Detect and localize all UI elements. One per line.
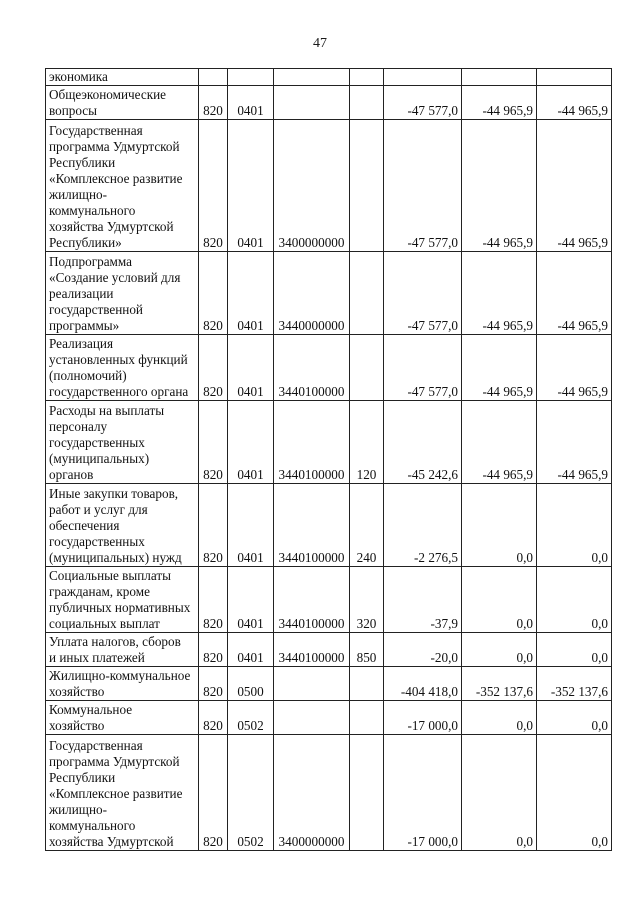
target-code xyxy=(274,86,350,120)
expense-type-code xyxy=(350,69,384,86)
expense-type-code: 850 xyxy=(350,633,384,667)
amount-3: -352 137,6 xyxy=(537,667,612,701)
target-code: 3440100000 xyxy=(274,335,350,401)
ved-code: 820 xyxy=(199,484,228,567)
amount-1: -404 418,0 xyxy=(384,667,462,701)
row-name: Общеэкономические вопросы xyxy=(46,86,199,120)
amount-2: -44 965,9 xyxy=(462,252,537,335)
ved-code: 820 xyxy=(199,335,228,401)
section-code: 0401 xyxy=(228,401,274,484)
ved-code: 820 xyxy=(199,633,228,667)
table-row xyxy=(46,86,612,120)
section-code: 0401 xyxy=(228,633,274,667)
table-row xyxy=(46,401,612,484)
expense-type-code xyxy=(350,335,384,401)
table-row xyxy=(46,120,612,252)
amount-1: -45 242,6 xyxy=(384,401,462,484)
target-code: 3440100000 xyxy=(274,484,350,567)
section-code: 0502 xyxy=(228,701,274,735)
ved-code xyxy=(199,69,228,86)
table-row xyxy=(46,335,612,401)
row-name: экономика xyxy=(46,69,199,86)
amount-2: -44 965,9 xyxy=(462,120,537,252)
row-name: Уплата налогов, сборов и иных платежей xyxy=(46,633,199,667)
ved-code: 820 xyxy=(199,667,228,701)
table-row xyxy=(46,252,612,335)
section-code: 0401 xyxy=(228,252,274,335)
amount-3: -44 965,9 xyxy=(537,120,612,252)
table-row xyxy=(46,735,612,851)
ved-code: 820 xyxy=(199,120,228,252)
ved-code: 820 xyxy=(199,567,228,633)
amount-2: -44 965,9 xyxy=(462,401,537,484)
ved-code: 820 xyxy=(199,401,228,484)
row-name: Расходы на выплаты персоналу государственных (муниципальных) органов xyxy=(46,401,199,484)
target-code xyxy=(274,701,350,735)
section-code: 0401 xyxy=(228,335,274,401)
amount-2: 0,0 xyxy=(462,567,537,633)
amount-1: -47 577,0 xyxy=(384,120,462,252)
target-code xyxy=(274,69,350,86)
table-row xyxy=(46,567,612,633)
section-code: 0401 xyxy=(228,120,274,252)
ved-code: 820 xyxy=(199,252,228,335)
amount-3: -44 965,9 xyxy=(537,401,612,484)
amount-3: 0,0 xyxy=(537,701,612,735)
target-code: 3440100000 xyxy=(274,567,350,633)
amount-1: -17 000,0 xyxy=(384,735,462,851)
amount-3: 0,0 xyxy=(537,633,612,667)
row-name: Подпрограмма «Создание условий для реализации государственной программы» xyxy=(46,252,199,335)
amount-2: 0,0 xyxy=(462,484,537,567)
amount-1: -47 577,0 xyxy=(384,335,462,401)
amount-3 xyxy=(537,69,612,86)
target-code: 3440100000 xyxy=(274,633,350,667)
amount-3: -44 965,9 xyxy=(537,252,612,335)
amount-2: 0,0 xyxy=(462,633,537,667)
row-name: Жилищно-коммунальное хозяйство xyxy=(46,667,199,701)
amount-1: -17 000,0 xyxy=(384,701,462,735)
target-code: 3400000000 xyxy=(274,735,350,851)
budget-table xyxy=(45,68,612,851)
section-code xyxy=(228,69,274,86)
amount-2: 0,0 xyxy=(462,701,537,735)
page-number: 47 xyxy=(313,36,327,51)
amount-1: -2 276,5 xyxy=(384,484,462,567)
amount-1: -37,9 xyxy=(384,567,462,633)
amount-2: -44 965,9 xyxy=(462,335,537,401)
expense-type-code xyxy=(350,86,384,120)
table-row xyxy=(46,701,612,735)
section-code: 0502 xyxy=(228,735,274,851)
row-name: Реализация установленных функций (полномочий) государственного органа xyxy=(46,335,199,401)
expense-type-code: 120 xyxy=(350,401,384,484)
expense-type-code: 320 xyxy=(350,567,384,633)
expense-type-code xyxy=(350,120,384,252)
amount-3: 0,0 xyxy=(537,484,612,567)
ved-code: 820 xyxy=(199,701,228,735)
amount-1: -47 577,0 xyxy=(384,86,462,120)
section-code: 0401 xyxy=(228,567,274,633)
expense-type-code: 240 xyxy=(350,484,384,567)
expense-type-code xyxy=(350,735,384,851)
target-code: 3440100000 xyxy=(274,401,350,484)
section-code: 0401 xyxy=(228,86,274,120)
amount-2: 0,0 xyxy=(462,735,537,851)
table-row xyxy=(46,667,612,701)
section-code: 0401 xyxy=(228,484,274,567)
expense-type-code xyxy=(350,252,384,335)
target-code xyxy=(274,667,350,701)
amount-3: 0,0 xyxy=(537,735,612,851)
table-row xyxy=(46,633,612,667)
row-name: Государственная программа Удмуртской Республики «Комплексное развитие жилищно- коммунального хозяйства Удмуртской Республики» xyxy=(46,120,199,252)
amount-1: -20,0 xyxy=(384,633,462,667)
amount-3: 0,0 xyxy=(537,567,612,633)
ved-code: 820 xyxy=(199,86,228,120)
target-code: 3400000000 xyxy=(274,120,350,252)
amount-1: -47 577,0 xyxy=(384,252,462,335)
row-name: Социальные выплаты гражданам, кроме публичных нормативных социальных выплат xyxy=(46,567,199,633)
section-code: 0500 xyxy=(228,667,274,701)
row-name: Иные закупки товаров, работ и услуг для обеспечения государственных (муниципальных) нужд xyxy=(46,484,199,567)
ved-code: 820 xyxy=(199,735,228,851)
table-row xyxy=(46,69,612,86)
amount-2: -44 965,9 xyxy=(462,86,537,120)
table-row xyxy=(46,484,612,567)
row-name: Государственная программа Удмуртской Республики «Комплексное развитие жилищно- коммунального хозяйства Удмуртской xyxy=(46,735,199,851)
row-name: Коммунальное хозяйство xyxy=(46,701,199,735)
amount-3: -44 965,9 xyxy=(537,335,612,401)
amount-2 xyxy=(462,69,537,86)
expense-type-code xyxy=(350,667,384,701)
amount-2: -352 137,6 xyxy=(462,667,537,701)
target-code: 3440000000 xyxy=(274,252,350,335)
expense-type-code xyxy=(350,701,384,735)
amount-1 xyxy=(384,69,462,86)
amount-3: -44 965,9 xyxy=(537,86,612,120)
